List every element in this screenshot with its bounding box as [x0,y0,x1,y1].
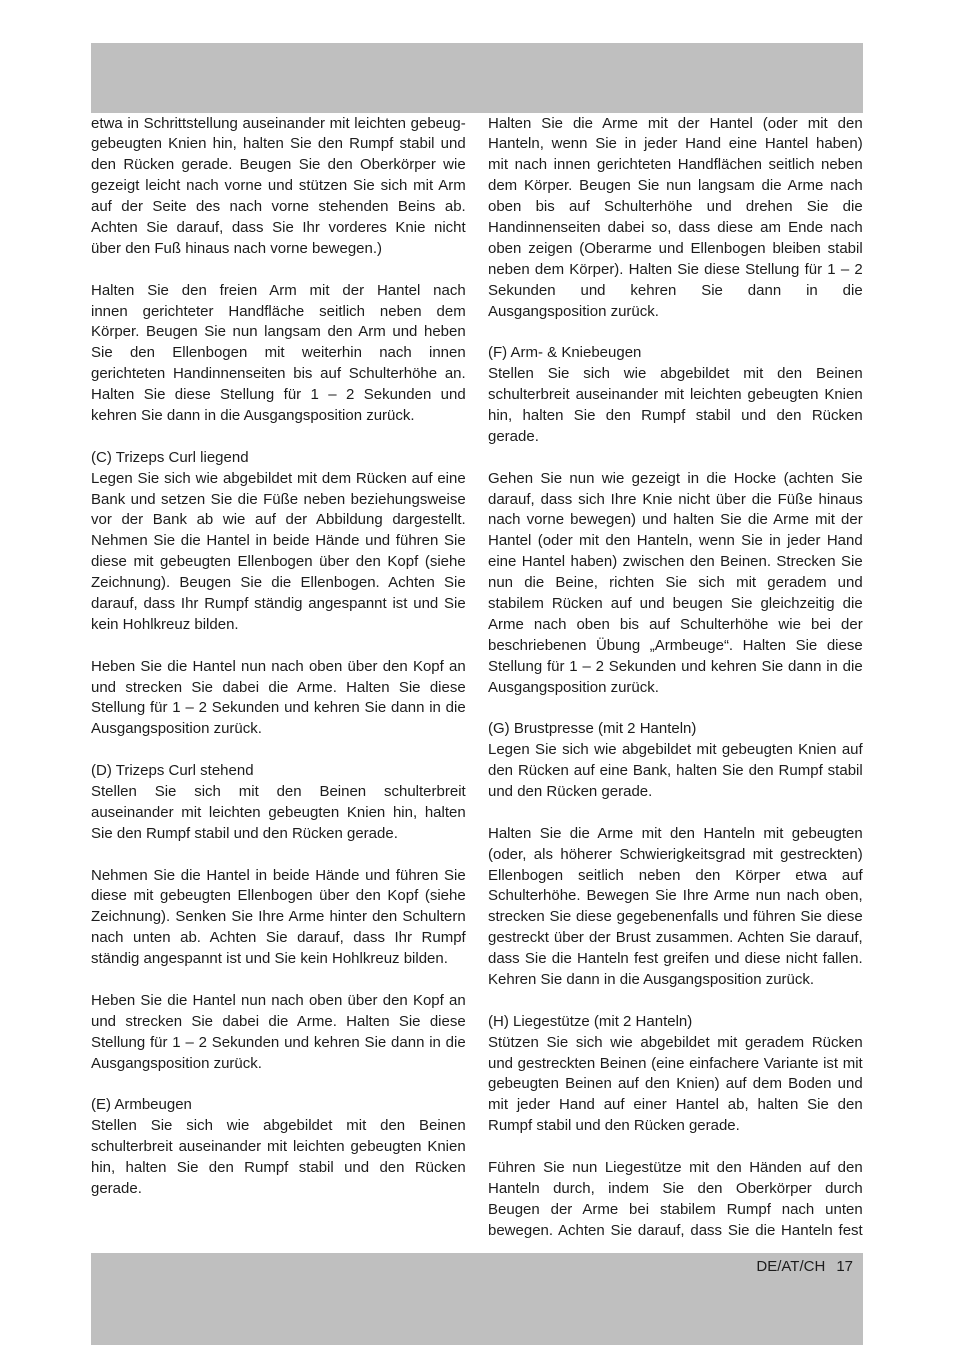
paragraph-line [91,573,466,594]
paragraph-line [91,1116,466,1137]
line-text: gerade. [91,1179,142,1197]
region-codes: DE/AT/CH [756,1258,826,1275]
line-text: kein Hohlkreuz bilden. [91,615,239,633]
paragraph-line [91,322,466,343]
paragraph-line [488,552,863,573]
paragraph-line [91,1137,466,1158]
line-text: den Rücken auf eine Bank, halten Sie den Rumpf stabil [488,762,863,780]
paragraph-line [91,1054,466,1075]
line-text: Sie den Ellenbogen mit weiterhin nach innen [91,344,466,362]
section-heading [488,343,863,364]
line-text: Halten Sie die Arme mit der Hantel (oder mit den [488,114,863,132]
line-text: hin, halten Sie den Rumpf stabil und den Rücken [91,1159,466,1177]
line-text: Zeichnung). Beugen Sie die Ellenbogen. Achten Sie [91,574,466,592]
paragraph-line [488,1200,863,1221]
section [488,719,863,803]
line-text: Schulterhöhe. Bewegen Sie Ihre Arme nun nach oben, [488,887,863,905]
line-text: gebeugten Beinen auf den Knien) auf dem Boden und [488,1075,863,1093]
line-text: mit nach innen gerichteten Handflächen seitlich neben [488,156,863,174]
line-text: diese mit gebeugten Ellenbogen über den Kopf (siehe [91,887,466,905]
paragraph-line [91,1012,466,1033]
line-text: auseinander mit leichten gebeugten Knien hin, halten [91,803,466,821]
paragraph-line [488,866,863,887]
paragraph-line [91,197,466,218]
line-text: Halten Sie diese Stellung für 1 – 2 Sekunden und [91,386,466,404]
heading-text: (C) Trizeps Curl liegend [91,448,249,466]
paragraph-line [91,155,466,176]
line-text: schulterbreit auseinander mit leichten gebeugten Knien [488,386,863,404]
paragraph-line [91,343,466,364]
paragraph-line [488,970,863,991]
paragraph-line [91,281,466,302]
line-text: Legen Sie sich wie abgebildet mit gebeugten Knien auf [488,741,863,759]
line-text: den Rücken gerade. Beugen Sie den Oberkörper wie [91,156,466,174]
line-text: Arme nach oben bis auf Schulterhöhe wie bei der [488,615,863,633]
line-text: Körper. Beugen Sie nun langsam den Arm und heben [91,323,466,341]
paragraph-line [91,886,466,907]
paragraph [91,114,466,260]
section-heading [91,761,466,782]
text-column-left [91,114,466,1200]
paragraph-line [488,364,863,385]
paragraph-line [91,552,466,573]
paragraph-line [91,490,466,511]
line-text: oben zeigen (Oberarme und Ellenbogen bleiben stabil [488,239,863,257]
paragraph [91,866,466,970]
line-text: und gestreckten Beinen (eine einfachere Variante ist mit [488,1054,863,1072]
paragraph-line [488,197,863,218]
page-number: 17 [836,1258,853,1275]
line-text: Hanteln durch, indem Sie den Oberkörper durch [488,1179,863,1197]
line-text: dass Sie die Hanteln fest greifen und diese nicht fallen. [488,950,863,968]
line-text: auf der Seite des nach vorne stehenden Beins ab. [91,198,466,216]
paragraph-line [91,218,466,239]
paragraph-line [91,719,466,740]
line-text: Ellenbogen seitlich neben den Körper etwa auf [488,866,863,884]
paragraph [488,824,863,991]
line-text: kehren Sie dann in die Ausgangsposition zurück. [91,406,415,424]
heading-text: (G) Brustpresse (mit 2 Hanteln) [488,720,697,738]
line-text: mit jeder Hand auf einer Hantel ab, halten Sie den [488,1096,863,1114]
line-text: stabilem Rücken auf und beugen Sie gleichzeitig die [488,594,863,612]
line-text: Bank und setzen Sie die Füße neben beziehungsweise [91,490,466,508]
paragraph-line [488,615,863,636]
line-text: gezeigt leicht nach vorne und stützen Sie sich mit Arm [91,177,466,195]
line-text: bewegen. Achten Sie darauf, dass Sie die Hanteln fest [488,1221,863,1239]
paragraph-line [488,907,863,928]
paragraph [91,281,466,427]
paragraph-line [488,385,863,406]
paragraph-line [488,155,863,176]
section [488,343,863,447]
paragraph-line [488,928,863,949]
paragraph-line [91,364,466,385]
line-text: beschriebenen Übung „Armbeuge“. Halten Sie diese [488,636,863,654]
section [91,1095,466,1199]
paragraph-line [488,114,863,135]
paragraph-line [488,427,863,448]
heading-text: (D) Trizeps Curl stehend [91,762,254,780]
paragraph-line [91,1158,466,1179]
footer-band [91,1253,863,1345]
paragraph [488,469,863,699]
paragraph-line [488,594,863,615]
line-text: Achten Sie darauf, dass Sie Ihr vorderes Knie nicht [91,218,466,236]
section-heading [91,1095,466,1116]
line-text: Hanteln, wenn Sie in jeder Hand eine Hantel haben) [488,135,863,153]
line-text: Führen Sie nun Liegestütze mit den Händen auf den [488,1159,863,1177]
paragraph-line [488,1095,863,1116]
paragraph-line [91,803,466,824]
paragraph-line [91,114,466,135]
line-text: Sekunden und kehren Sie dann in die [488,281,863,299]
paragraph [91,991,466,1075]
line-text: Stützen Sie sich wie abgebildet mit geradem Rücken [488,1033,863,1051]
paragraph-line [488,1221,863,1242]
paragraph-line [91,657,466,678]
section [488,1012,863,1137]
text-column-right [488,114,863,1242]
line-text: strecken Sie diese gegebenenfalls und führen Sie diese [488,908,863,926]
paragraph-line [91,991,466,1012]
paragraph-line [488,469,863,490]
paragraph-line [91,469,466,490]
paragraph-line [488,1179,863,1200]
line-text: Stellen Sie sich wie abgebildet mit den Beinen [91,1117,466,1135]
line-text: Stellung für 1 – 2 Sekunden und kehren Sie dann in die [91,699,466,717]
line-text: und strecken Sie dabei die Arme. Halten Sie diese [91,678,466,696]
line-text: hin, halten Sie den Rumpf stabil und den Rücken [488,406,863,424]
line-text: gerade. [488,427,539,445]
line-text: Zeichnung). Senken Sie Ihre Arme hinter den Schultern [91,908,466,926]
line-text: nach vorne bewegen) und halten Sie die Arme mit der [488,511,863,529]
line-text: Ausgangsposition zurück. [91,1054,262,1072]
paragraph-line [91,678,466,699]
paragraph-line [488,260,863,281]
line-text: nach unten ab. Achten Sie darauf, dass Ihr Rumpf [91,929,466,947]
paragraph-line [91,531,466,552]
paragraph-line [488,176,863,197]
section [91,448,466,636]
line-text: Heben Sie die Hantel nun nach oben über den Kopf an [91,991,466,1009]
paragraph-line [488,302,863,323]
paragraph-line [488,1116,863,1137]
line-text: dem Körper. Beugen Sie nun langsam die Arme nach [488,177,863,195]
paragraph [488,1158,863,1242]
paragraph-line [91,510,466,531]
section-heading [91,448,466,469]
paragraph-line [91,176,466,197]
paragraph-line [488,1054,863,1075]
line-text: Stellen Sie sich mit den Beinen schulterbreit [91,783,466,800]
paragraph-line [91,1179,466,1200]
paragraph-line [488,1074,863,1095]
section-heading [488,719,863,740]
line-text: gerichteten Handinnenseiten bis auf Schulterhöhe an. [91,365,466,383]
line-text: Halten Sie den freien Arm mit der Hantel nach [91,281,466,299]
line-text: Stellung für 1 – 2 Sekunden und kehren Sie dann in die [91,1033,466,1051]
line-text: neben dem Körper). Halten Sie diese Stellung für 1 – 2 [488,260,863,278]
paragraph-line [488,782,863,803]
line-text: Gehen Sie nun wie gezeigt in die Hocke (achten Sie [488,469,863,487]
line-text: darauf, dass Ihr Rumpf ständig angespannt ist und Sie [91,594,466,612]
paragraph-line [488,218,863,239]
line-text: (oder, als höherer Schwierigkeitsgrad mit gestreckten) [488,845,863,863]
paragraph [91,657,466,741]
paragraph-line [488,406,863,427]
line-text: schulterbreit auseinander mit leichten gebeugten Knien [91,1138,466,1156]
line-text: Heben Sie die Hantel nun nach oben über den Kopf an [91,657,466,675]
paragraph-line [91,866,466,887]
paragraph-line [488,845,863,866]
line-text: gebeugten Knien hin, halten Sie den Rumpf stabil und [91,135,466,153]
paragraph-line [91,615,466,636]
paragraph-line [488,573,863,594]
line-text: Ausgangsposition zurück. [91,720,262,738]
line-text: und den Rücken gerade. [488,783,653,800]
line-text: Beugen der Arme bei stabilem Rumpf nach unten [488,1200,863,1218]
line-text: gestreckt über der Brust zusammen. Achten Sie darauf, [488,929,863,947]
line-text: Ausgangsposition zurück. [488,302,659,320]
line-text: darauf, dass sich Ihre Knie nicht über die Füße hinaus [488,490,863,508]
section-heading [488,1012,863,1033]
line-text: und strecken Sie dabei die Arme. Halten Sie diese [91,1012,466,1030]
line-text: ständig angespannt ist und Sie kein Hohlkreuz bilden. [91,950,448,968]
line-text: oben bis auf Schulterhöhe und drehen Sie die [488,198,863,216]
paragraph-line [488,1033,863,1054]
paragraph-line [488,239,863,260]
paragraph-line [488,510,863,531]
paragraph-line [91,385,466,406]
line-text: Rumpf stabil und den Rücken gerade. [488,1117,740,1135]
paragraph-line [91,239,466,260]
line-text: Hantel (oder mit den Hanteln, wenn Sie in jeder Hand [488,532,863,550]
line-text: Kehren Sie dann in die Ausgangsposition zurück. [488,971,815,989]
line-text: Nehmen Sie die Hantel in beide Hände und führen Sie [91,866,466,884]
line-text: Nehmen Sie die Hantel in beide Hände und führen Sie [91,532,466,550]
paragraph-line [91,1033,466,1054]
paragraph-line [488,636,863,657]
line-text: Halten Sie die Arme mit den Hanteln mit gebeugten [488,824,863,842]
paragraph-line [488,657,863,678]
paragraph-line [488,761,863,782]
paragraph-line [91,406,466,427]
paragraph [488,114,863,323]
paragraph-line [488,886,863,907]
line-text: Sie den Rumpf stabil und den Rücken gerade. [91,824,398,842]
paragraph-line [91,928,466,949]
line-text: diese mit gebeugten Ellenbogen über den Kopf (siehe [91,553,466,571]
header-band [91,43,863,113]
paragraph-line [91,698,466,719]
heading-text: (H) Liegestütze (mit 2 Hanteln) [488,1012,693,1030]
paragraph-line [91,134,466,155]
paragraph-line [488,134,863,155]
paragraph-line [91,594,466,615]
line-text: Handinnenseiten dabei so, dass diese am Ende nach [488,218,863,236]
section [91,761,466,845]
paragraph-line [488,678,863,699]
line-text: vor der Bank ab wie auf der Abbildung dargestellt. [91,511,466,529]
heading-text: (E) Armbeugen [91,1096,192,1114]
paragraph-line [91,302,466,323]
heading-text: (F) Arm- & Kniebeugen [488,344,642,362]
paragraph-line [488,490,863,511]
paragraph-line [488,1158,863,1179]
line-text: Stellen Sie sich wie abgebildet mit den Beinen [488,365,863,383]
paragraph-line [91,782,466,803]
paragraph-line [488,531,863,552]
paragraph-line [488,824,863,845]
line-text: etwa in Schrittstellung auseinander mit leichten gebeug- [91,114,466,132]
page-footer [756,1257,853,1277]
paragraph-line [488,740,863,761]
paragraph-line [91,949,466,970]
paragraph-line [488,281,863,302]
paragraph-line [91,907,466,928]
line-text: eine Hantel haben) zwischen den Beinen. Strecken Sie [488,553,863,571]
line-text: Legen Sie sich wie abgebildet mit dem Rücken auf eine [91,469,466,487]
line-text: über den Fuß hinaus nach vorne bewegen.) [91,239,383,257]
line-text: Stellung für 1 – 2 Sekunden und kehren Sie dann in die [488,657,863,675]
line-text: innen gerichteter Handfläche seitlich neben dem [91,302,466,320]
paragraph-line [91,824,466,845]
line-text: Ausgangsposition zurück. [488,678,659,696]
line-text: nun die Beine, richten Sie sich mit geradem und [488,574,863,592]
paragraph-line [488,949,863,970]
